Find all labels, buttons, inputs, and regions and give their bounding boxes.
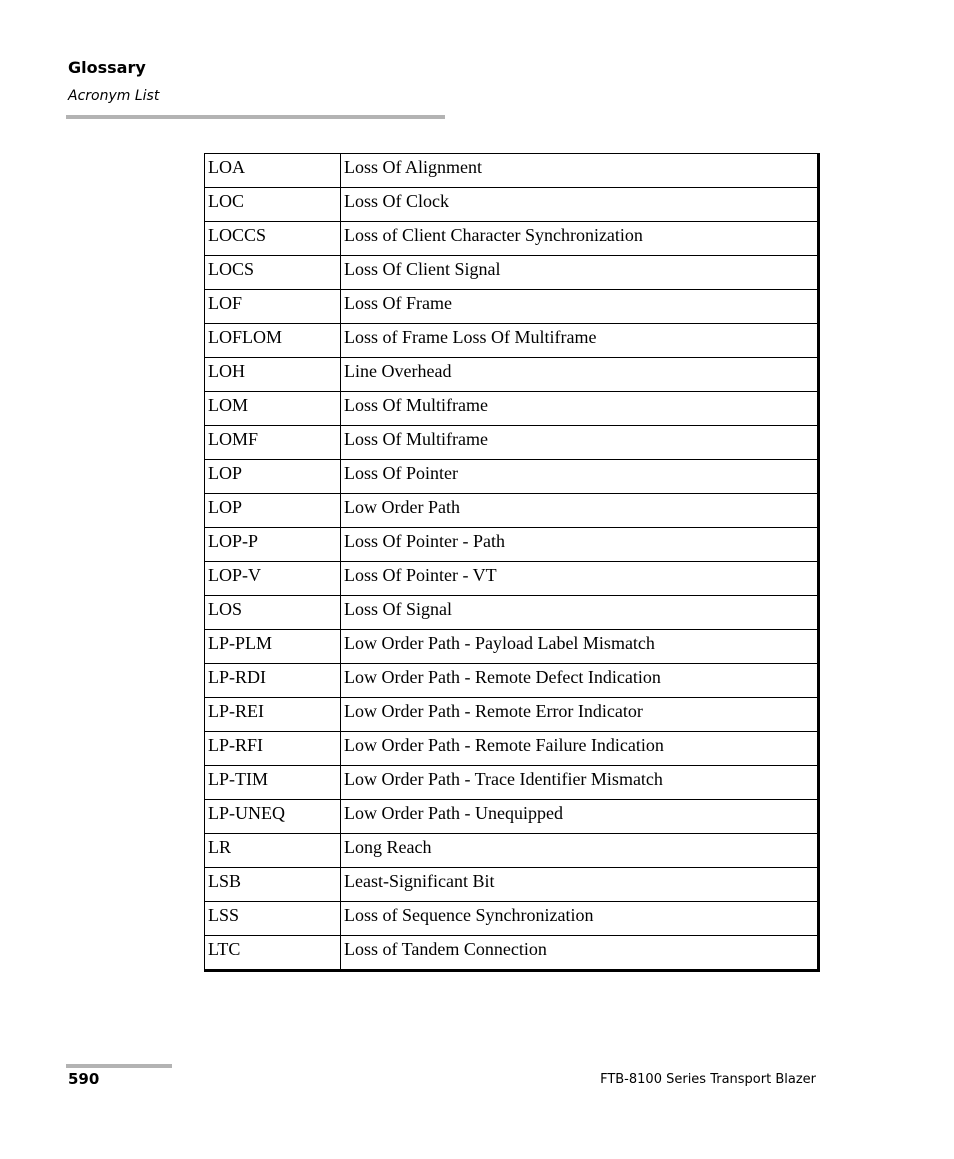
definition-cell: Loss Of Multiframe (341, 392, 819, 426)
definition-cell: Loss of Sequence Synchronization (341, 902, 819, 936)
table-row (205, 154, 819, 188)
definition-cell: Low Order Path - Remote Defect Indication (341, 664, 819, 698)
acronym-cell: LSS (205, 902, 341, 936)
acronym-cell: LOS (205, 596, 341, 630)
acronym-cell: LOP-V (205, 562, 341, 596)
acronym-cell: LR (205, 834, 341, 868)
acronym-cell: LOC (205, 188, 341, 222)
acronym-cell: LP-TIM (205, 766, 341, 800)
table-row (205, 630, 819, 664)
definition-cell: Low Order Path (341, 494, 819, 528)
acronym-cell: LOP-P (205, 528, 341, 562)
acronym-table-body (205, 154, 819, 971)
table-row (205, 936, 819, 971)
definition-cell: Loss Of Signal (341, 596, 819, 630)
acronym-cell: LP-PLM (205, 630, 341, 664)
header-rule (66, 115, 445, 119)
table-row (205, 902, 819, 936)
acronym-cell: LSB (205, 868, 341, 902)
definition-cell: Loss of Frame Loss Of Multiframe (341, 324, 819, 358)
table-row (205, 698, 819, 732)
acronym-cell: LOA (205, 154, 341, 188)
page-number: 590 (68, 1070, 100, 1088)
table-row (205, 800, 819, 834)
definition-cell: Low Order Path - Trace Identifier Mismatch (341, 766, 819, 800)
definition-cell: Loss Of Pointer - Path (341, 528, 819, 562)
definition-cell: Loss Of Clock (341, 188, 819, 222)
definition-cell: Low Order Path - Payload Label Mismatch (341, 630, 819, 664)
table-row (205, 766, 819, 800)
acronym-cell: LP-RDI (205, 664, 341, 698)
table-row (205, 494, 819, 528)
table-row (205, 358, 819, 392)
table-row (205, 392, 819, 426)
document-title: FTB-8100 Series Transport Blazer (600, 1072, 816, 1087)
definition-cell: Loss Of Client Signal (341, 256, 819, 290)
definition-cell: Loss Of Multiframe (341, 426, 819, 460)
definition-cell: Loss Of Frame (341, 290, 819, 324)
acronym-cell: LOF (205, 290, 341, 324)
table-row (205, 528, 819, 562)
definition-cell: Loss of Client Character Synchronization (341, 222, 819, 256)
acronym-cell: LOCS (205, 256, 341, 290)
definition-cell: Loss Of Pointer - VT (341, 562, 819, 596)
acronym-cell: LP-REI (205, 698, 341, 732)
acronym-cell: LOH (205, 358, 341, 392)
definition-cell: Low Order Path - Remote Failure Indication (341, 732, 819, 766)
definition-cell: Long Reach (341, 834, 819, 868)
acronym-cell: LOMF (205, 426, 341, 460)
table-row (205, 256, 819, 290)
definition-cell: Low Order Path - Remote Error Indicator (341, 698, 819, 732)
definition-cell: Line Overhead (341, 358, 819, 392)
acronym-cell: LP-RFI (205, 732, 341, 766)
table-row (205, 868, 819, 902)
acronym-table (204, 153, 820, 972)
acronym-cell: LOP (205, 494, 341, 528)
table-row (205, 596, 819, 630)
acronym-cell: LTC (205, 936, 341, 971)
acronym-cell: LP-UNEQ (205, 800, 341, 834)
table-row (205, 664, 819, 698)
acronym-cell: LOFLOM (205, 324, 341, 358)
section-title: Glossary (68, 58, 146, 77)
table-row (205, 222, 819, 256)
table-row (205, 834, 819, 868)
footer-rule (66, 1064, 172, 1068)
table-row (205, 732, 819, 766)
subsection-title: Acronym List (68, 88, 160, 104)
table-row (205, 562, 819, 596)
table-row (205, 324, 819, 358)
table-row (205, 426, 819, 460)
definition-cell: Loss Of Pointer (341, 460, 819, 494)
definition-cell: Loss of Tandem Connection (341, 936, 819, 971)
acronym-cell: LOP (205, 460, 341, 494)
table-row (205, 460, 819, 494)
definition-cell: Least-Significant Bit (341, 868, 819, 902)
definition-cell: Low Order Path - Unequipped (341, 800, 819, 834)
table-row (205, 188, 819, 222)
acronym-cell: LOM (205, 392, 341, 426)
acronym-cell: LOCCS (205, 222, 341, 256)
table-row (205, 290, 819, 324)
definition-cell: Loss Of Alignment (341, 154, 819, 188)
